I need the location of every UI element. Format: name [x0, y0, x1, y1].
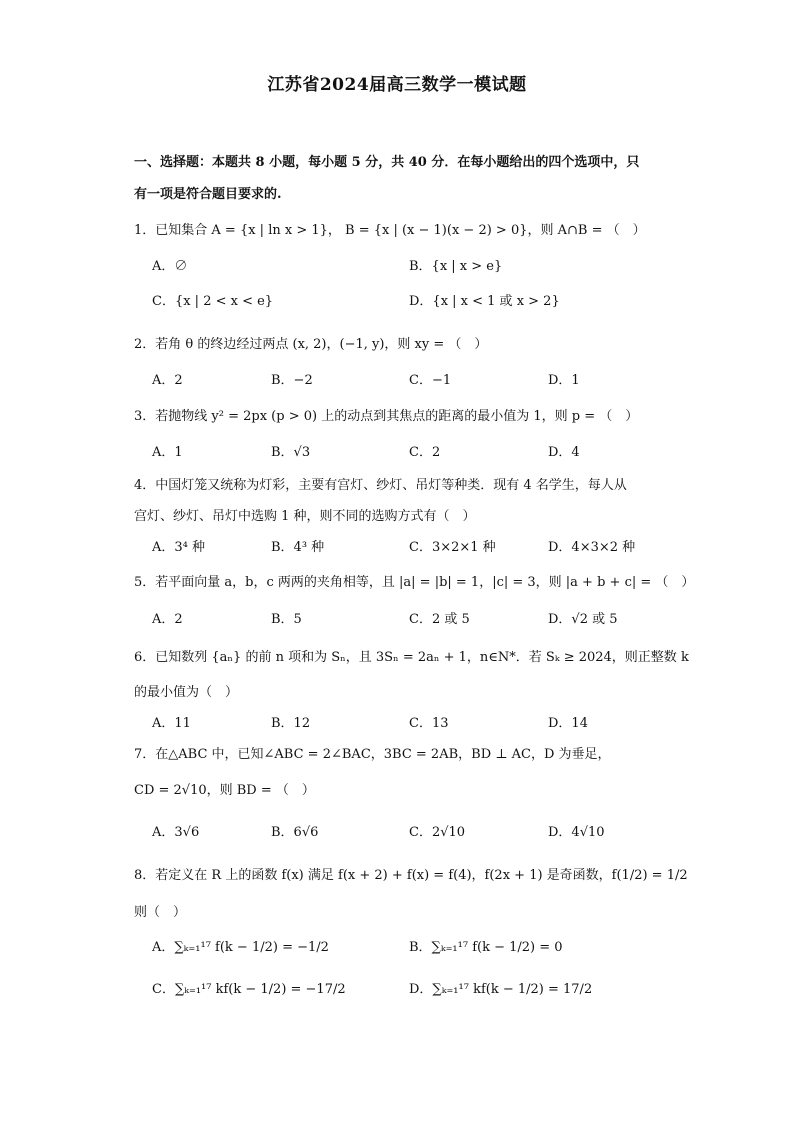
question-6-option-d: D．14: [548, 716, 588, 731]
question-4-option-b: B．4³ 种: [271, 540, 325, 555]
question-1-option-c: C．{x | 2 < x < e}: [152, 294, 274, 309]
question-1-option-d: D．{x | x < 1 或 x > 2}: [409, 294, 560, 309]
question-7-stem-line-2: CD = 2√10，则 BD = （ ）: [134, 783, 315, 798]
question-7-option-d: D．4√10: [548, 825, 605, 840]
question-1-stem: 1．已知集合 A = {x | ln x > 1}， B = {x | (x − 1)(x − 2) > 0}，则 A∩B = （ ）: [134, 223, 646, 238]
question-1-option-a: A．∅: [152, 259, 188, 274]
question-4-stem-line-2: 宫灯、纱灯、吊灯中选购 1 种，则不同的选购方式有（ ）: [134, 509, 476, 524]
question-7-option-a: A．3√6: [152, 825, 200, 840]
question-8-stem-line-2: 则（ ）: [134, 905, 187, 920]
page-title: 江苏省2024届高三数学一模试题: [267, 75, 527, 95]
question-3-option-c: C．2: [409, 445, 441, 460]
question-1-option-b: B．{x | x > e}: [409, 259, 503, 274]
question-6-stem-line-1: 6．已知数列 {aₙ} 的前 n 项和为 Sₙ，且 3Sₙ = 2aₙ + 1，n∈N*．若 Sₖ ≥ 2024，则正整数 k: [134, 650, 689, 665]
question-2-option-a: A．2: [152, 373, 183, 388]
question-7-option-b: B．6√6: [271, 825, 319, 840]
question-3-stem: 3．若抛物线 y² = 2px (p > 0) 上的动点到其焦点的距离的最小值为 1，则 p = （ ）: [134, 409, 639, 424]
section-heading-line-1: 一、选择题：本题共 8 小题，每小题 5 分，共 40 分．在每小题给出的四个选项中，只: [134, 155, 640, 170]
question-5-option-b: B．5: [271, 612, 302, 627]
question-4-stem-line-1: 4．中国灯笼又统称为灯彩，主要有宫灯、纱灯、吊灯等种类．现有 4 名学生，每人从: [134, 478, 627, 493]
question-8-stem-line-1: 8．若定义在 R 上的函数 f(x) 满足 f(x + 2) + f(x) = f(4)，f(2x + 1) 是奇函数，f(1/2) = 1/2: [134, 868, 688, 883]
question-5-option-c: C．2 或 5: [409, 612, 470, 627]
question-3-option-d: D．4: [548, 445, 580, 460]
question-3-option-b: B．√3: [271, 445, 311, 460]
question-4-option-a: A．3⁴ 种: [152, 540, 206, 555]
question-6-option-a: A．11: [152, 716, 191, 731]
question-5-option-a: A．2: [152, 612, 183, 627]
question-6-option-c: C．13: [409, 716, 449, 731]
question-7-option-c: C．2√10: [409, 825, 466, 840]
question-6-option-b: B．12: [271, 716, 311, 731]
question-8-option-a: A．∑ₖ₌₁¹⁷ f(k − 1/2) = −1/2: [152, 940, 329, 955]
question-3-option-a: A．1: [152, 445, 183, 460]
question-2-option-c: C．−1: [409, 373, 452, 388]
question-2-option-d: D．1: [548, 373, 580, 388]
question-5-stem: 5．若平面向量 a，b，c 两两的夹角相等，且 |a| = |b| = 1，|c| = 3，则 |a + b + c| = （ ）: [134, 575, 695, 590]
question-2-option-b: B．−2: [271, 373, 313, 388]
question-8-option-b: B．∑ₖ₌₁¹⁷ f(k − 1/2) = 0: [409, 940, 563, 955]
question-6-stem-line-2: 的最小值为（ ）: [134, 685, 239, 700]
question-4-option-d: D．4×3×2 种: [548, 540, 636, 555]
question-2-stem: 2．若角 θ 的终边经过两点 (x, 2)，(−1, y)，则 xy = （ ）: [134, 337, 488, 352]
question-5-option-d: D．√2 或 5: [548, 612, 618, 627]
section-heading-line-2: 有一项是符合题目要求的.: [134, 187, 282, 202]
question-4-option-c: C．3×2×1 种: [409, 540, 496, 555]
question-8-option-c: C．∑ₖ₌₁¹⁷ kf(k − 1/2) = −17/2: [152, 982, 346, 997]
question-8-option-d: D．∑ₖ₌₁¹⁷ kf(k − 1/2) = 17/2: [409, 982, 593, 997]
question-7-stem-line-1: 7．在△ABC 中，已知∠ABC = 2∠BAC，3BC = 2AB，BD ⊥ AC，D 为垂足，: [134, 747, 611, 762]
